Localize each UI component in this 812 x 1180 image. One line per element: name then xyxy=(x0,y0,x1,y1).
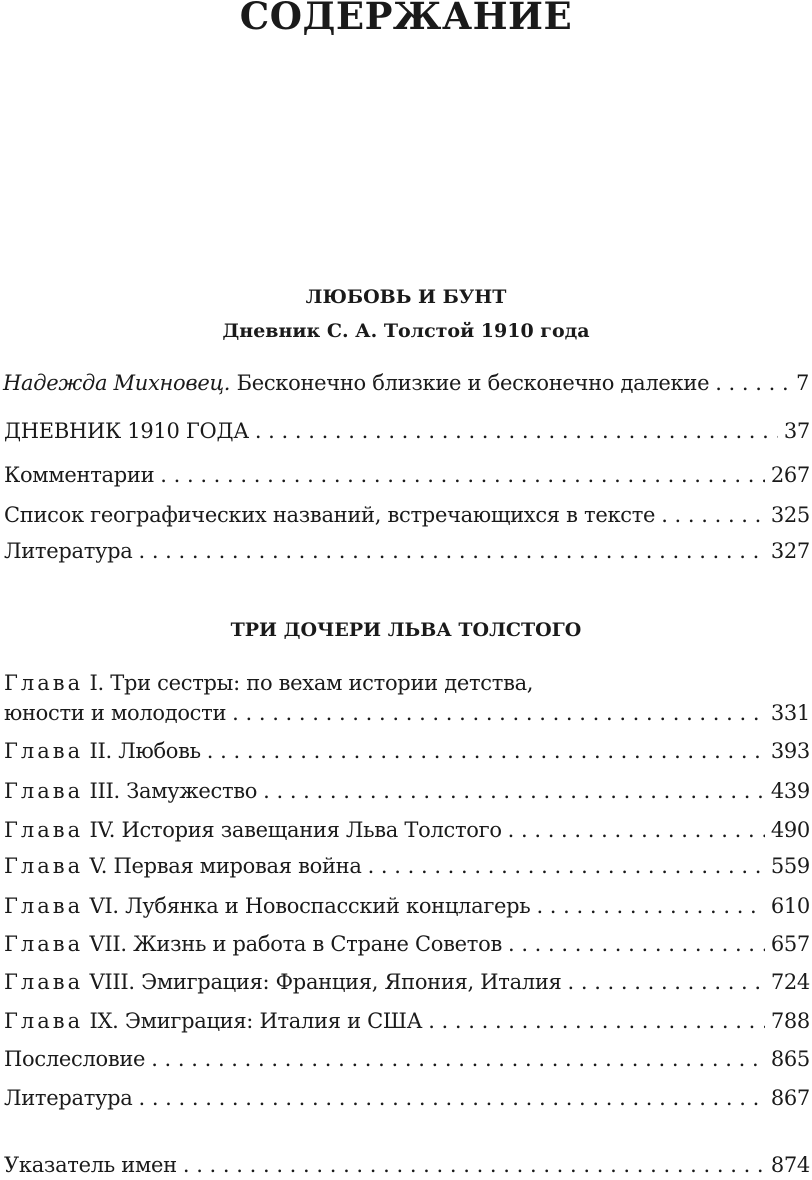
part1-title: ЛЮБОВЬ И БУНТ xyxy=(305,286,507,308)
toc-entry-page: 874 xyxy=(770,1153,810,1177)
toc-entry-page: 724 xyxy=(770,970,810,994)
leader-dots xyxy=(508,815,765,845)
toc-entry-page: 331 xyxy=(770,701,810,725)
toc-entry-title-line xyxy=(4,668,810,698)
toc-entry-afterword[interactable] xyxy=(4,1044,810,1074)
toc-entry-chapter-4[interactable] xyxy=(4,815,810,845)
chapter-prefix: Глава xyxy=(4,779,84,803)
toc-entry-title: VII. Жизнь и работа в Стране Советов xyxy=(89,932,502,956)
toc-entry-chapter-1[interactable] xyxy=(4,668,810,728)
toc-entry-title: Литература xyxy=(4,1086,133,1110)
leader-dots xyxy=(138,1083,764,1113)
toc-entry-preface[interactable] xyxy=(3,368,809,398)
toc-entry-index[interactable] xyxy=(4,1150,810,1180)
chapter-prefix: Глава xyxy=(4,1009,84,1033)
toc-entry-chapter-6[interactable] xyxy=(4,891,810,921)
toc-entry-title: V. Первая мировая война xyxy=(89,854,362,878)
leader-dots xyxy=(508,929,765,959)
toc-entry-page: 490 xyxy=(770,818,810,842)
toc-entry-title: Надежда Михновец. Бесконечно близкие и бесконечно далекие xyxy=(3,371,710,395)
toc-entry-title: Литература xyxy=(4,539,133,563)
leader-dots xyxy=(255,416,778,446)
leader-dots xyxy=(536,891,764,921)
toc-entry-chapter-5[interactable] xyxy=(4,851,810,881)
chapter-prefix: Глава xyxy=(4,739,84,763)
toc-entry-title: Комментарии xyxy=(4,463,155,487)
chapter-prefix: Глава xyxy=(4,932,84,956)
leader-dots xyxy=(138,536,764,566)
toc-entry-title: Указатель имен xyxy=(4,1153,177,1177)
toc-entry-chapter-3[interactable] xyxy=(4,776,810,806)
part1-subtitle: Дневник С. А. Толстой 1910 года xyxy=(222,320,590,342)
toc-entry-page: 657 xyxy=(770,932,810,956)
toc-entry-geography[interactable] xyxy=(4,500,810,530)
toc-entry-page: 37 xyxy=(783,419,810,443)
chapter-prefix: Глава xyxy=(4,894,84,918)
toc-entry-title: I. Три сестры: по вехам истории детства, xyxy=(89,671,534,695)
toc-entry-title: VIII. Эмиграция: Франция, Япония, Италия xyxy=(89,970,562,994)
toc-entry-title: Послесловие xyxy=(4,1047,146,1071)
toc-entry-diary[interactable] xyxy=(4,416,810,446)
page-title: СОДЕРЖАНИЕ xyxy=(239,0,573,38)
leader-dots xyxy=(568,967,765,997)
toc-entry-page: 865 xyxy=(770,1047,810,1071)
toc-entry-chapter-8[interactable] xyxy=(4,967,810,997)
toc-entry-title: Список географических названий, встречающихся в тексте xyxy=(4,503,656,527)
toc-entry-title: VI. Лубянка и Новоспасский концлагерь xyxy=(89,894,531,918)
toc-entry-title: IX. Эмиграция: Италия и США xyxy=(89,1009,423,1033)
toc-entry-chapter-9[interactable] xyxy=(4,1006,810,1036)
chapter-prefix: Глава xyxy=(4,671,84,695)
toc-entry-title: ДНЕВНИК 1910 ГОДА xyxy=(4,419,249,443)
leader-dots xyxy=(263,776,765,806)
toc-entry-title-continued: юности и молодости xyxy=(4,701,227,725)
toc-entry-page: 439 xyxy=(770,779,810,803)
toc-entry-page: 788 xyxy=(770,1009,810,1033)
chapter-prefix: Глава xyxy=(4,970,84,994)
toc-entry-author: Надежда Михновец. xyxy=(3,371,231,395)
leader-dots xyxy=(160,460,765,490)
toc-entry-chapter-2[interactable] xyxy=(4,736,810,766)
toc-entry-title: IV. История завещания Льва Толстого xyxy=(89,818,502,842)
toc-entry-commentary[interactable] xyxy=(4,460,810,490)
toc-entry-literature[interactable] xyxy=(4,536,810,566)
leader-dots xyxy=(151,1044,765,1074)
toc-entry-page: 610 xyxy=(770,894,810,918)
chapter-prefix: Глава xyxy=(4,818,84,842)
leader-dots xyxy=(661,500,765,530)
leader-dots xyxy=(232,698,765,728)
toc-entry-page: 559 xyxy=(770,854,810,878)
leader-dots xyxy=(428,1006,765,1036)
leader-dots xyxy=(368,851,765,881)
toc-entry-page: 325 xyxy=(770,503,810,527)
toc-entry-page: 7 xyxy=(795,371,809,395)
toc-entry-chapter-7[interactable] xyxy=(4,929,810,959)
leader-dots xyxy=(207,736,765,766)
toc-entry-page: 867 xyxy=(770,1086,810,1110)
toc-entry-page: 327 xyxy=(770,539,810,563)
part2-title: ТРИ ДОЧЕРИ ЛЬВА ТОЛСТОГО xyxy=(230,619,582,641)
chapter-prefix: Глава xyxy=(4,854,84,878)
toc-entry-title: II. Любовь xyxy=(89,739,201,763)
leader-dots xyxy=(183,1150,765,1180)
toc-entry-title: III. Замужество xyxy=(89,779,258,803)
toc-entry-literature-2[interactable] xyxy=(4,1083,810,1113)
leader-dots xyxy=(715,368,790,398)
toc-entry-page: 267 xyxy=(770,463,810,487)
toc-entry-page: 393 xyxy=(770,739,810,763)
